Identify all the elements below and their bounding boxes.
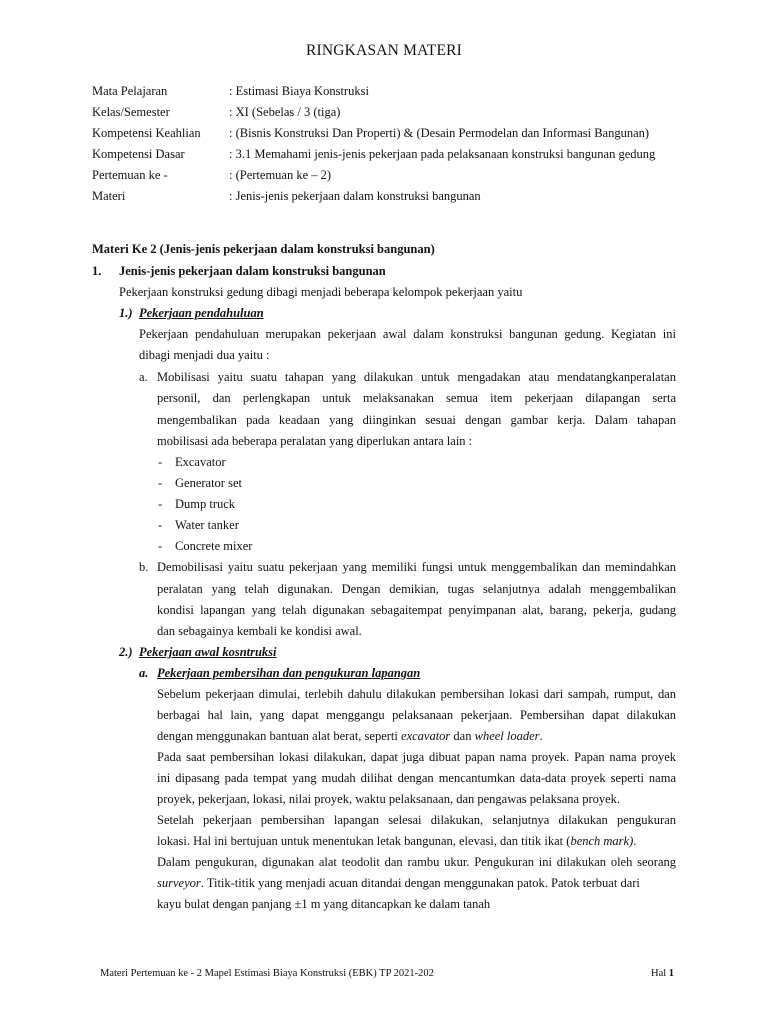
meta-value: : 3.1 Memahami jenis-jenis pekerjaan pada pelaksanaan konstruksi bangunan gedung [229, 147, 656, 161]
paragraph-line: Sebelum pekerjaan dimulai, terlebih dahulu dilakukan pembersihan lokasi dari sampah, rumput, dan [157, 687, 676, 701]
meta-key: Pertemuan ke - [92, 168, 168, 182]
section-intro: Pekerjaan konstruksi gedung dibagi menjadi beberapa kelompok pekerjaan yaitu [119, 285, 523, 299]
bullet-marker: - [158, 518, 163, 532]
subsection-title: Pekerjaan pendahuluan [139, 306, 264, 320]
paragraph-line: kayu bulat dengan panjang ±1 m yang ditancapkan ke dalam tanah [157, 897, 491, 911]
meta-key: Materi [92, 189, 126, 203]
meta-key: Kompetensi Keahlian [92, 126, 201, 140]
paragraph-line: peralatan yang telah digunakan. Dengan demikian, tugas selanjutnya adalah menggembalikan [157, 582, 676, 596]
footer-text: Materi Pertemuan ke - 2 Mapel Estimasi Biaya Konstruksi (EBK) TP 2021-202 [100, 968, 434, 979]
paragraph-line: berbagai hal lain, yang dapat menggangu pelaksanaan pekerjaan. Pembersihan dapat dilakukan [157, 708, 676, 722]
paragraph-line: proyek, pekerjaan, lokasi, nilai proyek, waktu pelaksanaan, dan pengawas pelaksana proyek. [157, 792, 621, 806]
bullet-marker: - [158, 476, 163, 490]
page-title: RINGKASAN MATERI [305, 42, 463, 59]
bullet-marker: - [158, 497, 163, 511]
paragraph-line: Pekerjaan pendahuluan merupakan pekerjaan awal dalam konstruksi bangunan gedung. Kegiatan ini [139, 327, 676, 341]
paragraph-line: surveyor. Titik-titik yang menjadi acuan ditandai dengan menggunakan patok. Patok terbuat dari [157, 876, 640, 890]
section-title: Jenis-jenis pekerjaan dalam konstruksi bangunan [119, 264, 386, 278]
meta-key: Kompetensi Dasar [92, 147, 185, 161]
meta-key: Mata Pelajaran [92, 84, 168, 98]
subsection-title: Pekerjaan awal kosntruksi [139, 645, 277, 659]
meta-value: : (Pertemuan ke – 2) [229, 168, 332, 182]
paragraph-line: kondisi lapangan yang telah digunakan sebagaitempat penyimpanan alat, barang, pekerja, gudang [157, 603, 676, 617]
page-number: Hal 1 [651, 968, 675, 979]
meta-key: Kelas/Semester [92, 105, 170, 119]
meta-value: : Jenis-jenis pekerjaan dalam konstruksi bangunan [229, 189, 481, 203]
section-number: 1. [92, 264, 102, 278]
paragraph-line: Mobilisasi yaitu suatu tahapan yang dilakukan untuk mengadakan atau mendatangkanperalatan [157, 370, 676, 384]
meta-value: : Estimasi Biaya Konstruksi [229, 84, 369, 98]
paragraph-line: Dalam pengukuran, digunakan alat teodolit dan rambu ukur. Pengukuran ini dilakukan oleh seorang [157, 855, 676, 869]
paragraph-line: Demobilisasi yaitu suatu pekerjaan yang memiliki fungsi untuk menggembalikan dan memindahkan [157, 560, 676, 574]
paragraph-line: dibagi menjadi dua yaitu : [139, 348, 270, 362]
list-item: Water tanker [175, 518, 239, 532]
list-marker: a. [139, 666, 149, 680]
paragraph-line: personil, dan perlengkapan untuk melaksanakan semua item pekerjaan dilapangan serta [157, 391, 676, 405]
paragraph-line: ini dipasang pada tempat yang mudah dilihat dengan mencantumkan data-data proyek seperti nama [157, 771, 676, 785]
list-marker: a. [139, 370, 148, 384]
paragraph-line: lokasi. Hal ini bertujuan untuk menentukan letak bangunan, elevasi, dan titik ikat (bench mark). [157, 834, 637, 848]
list-item: Excavator [175, 455, 226, 469]
paragraph-line: dan sebagainya kembali ke kondisi awal. [157, 624, 362, 638]
meta-value: : XI (Sebelas / 3 (tiga) [229, 105, 341, 119]
list-marker: b. [139, 560, 149, 574]
item-title: Pekerjaan pembersihan dan pengukuran lapangan [157, 666, 421, 680]
paragraph-line: Setelah pekerjaan pembersihan lapangan selesai dilakukan, selanjutnya dilakukan pengukuran [157, 813, 676, 827]
meta-value: : (Bisnis Konstruksi Dan Properti) & (Desain Permodelan dan Informasi Bangunan) [229, 126, 650, 140]
subsection-number: 1.) [119, 306, 133, 320]
subsection-number: 2.) [119, 645, 133, 659]
bullet-marker: - [158, 539, 163, 553]
paragraph-line: dengan menggunakan bantuan alat berat, seperti excavator dan wheel loader. [157, 729, 543, 743]
paragraph-line: mengembalikan pada keadaan yang diinginkan sesuai dengan gambar kerja. Dalam tahapan [157, 413, 676, 427]
material-heading: Materi Ke 2 (Jenis-jenis pekerjaan dalam konstruksi bangunan) [92, 242, 435, 256]
bullet-marker: - [158, 455, 163, 469]
paragraph-line: mobilisasi ada beberapa peralatan yang diperlukan antara lain : [157, 434, 473, 448]
list-item: Dump truck [175, 497, 236, 511]
list-item: Generator set [175, 476, 242, 490]
paragraph-line: Pada saat pembersihan lokasi dilakukan, dapat juga dibuat papan nama proyek. Papan nama proyek [157, 750, 676, 764]
list-item: Concrete mixer [175, 539, 253, 553]
